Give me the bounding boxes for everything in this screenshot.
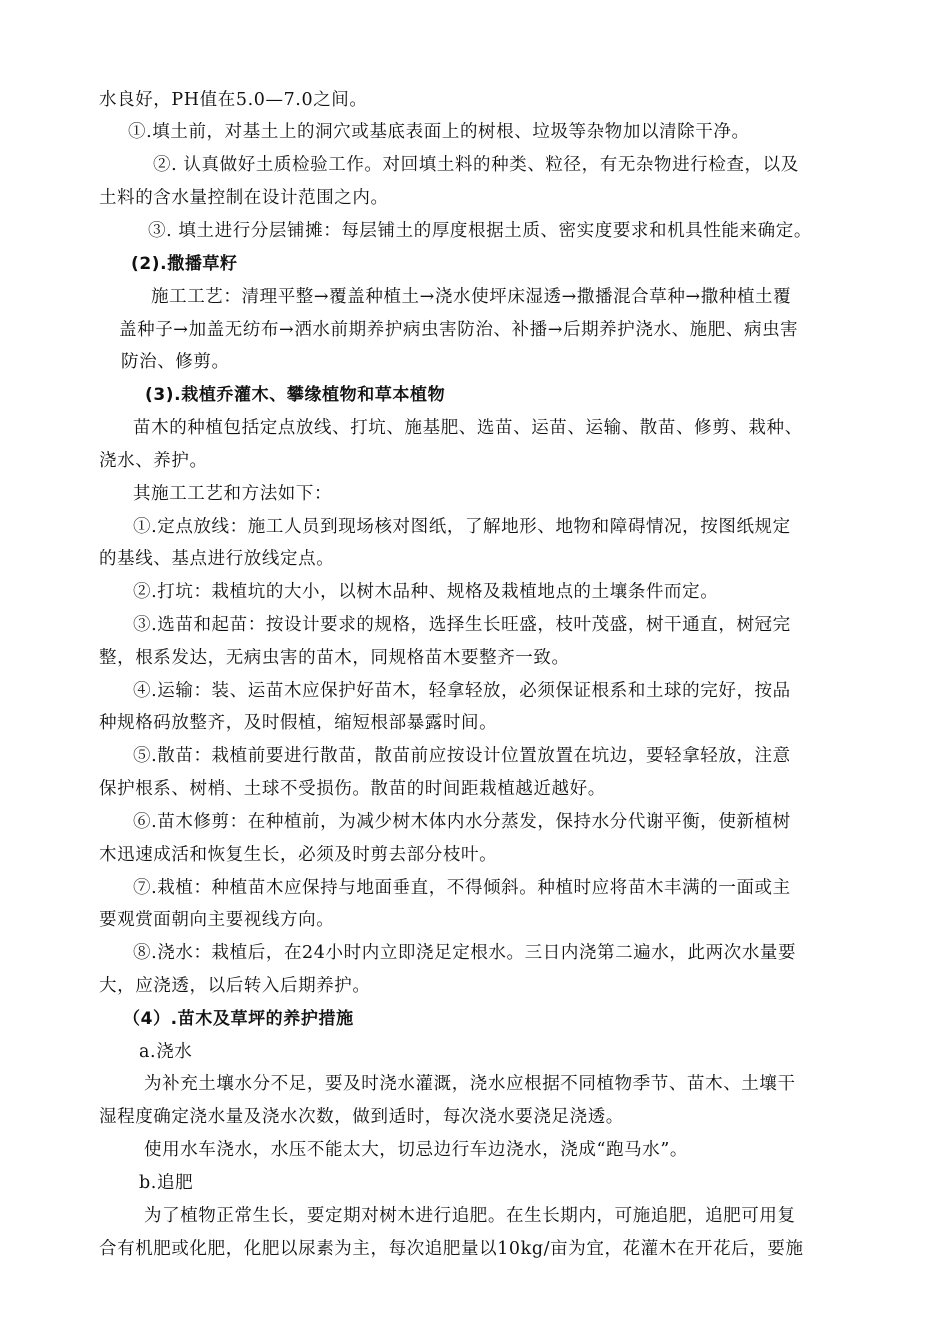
- text-line: 水良好，PH值在5.0—7.0之间。: [99, 90, 368, 110]
- section-heading: (2).撒播草籽: [131, 254, 238, 274]
- text-line: 防治、修剪。: [121, 352, 230, 372]
- text-line: ⑦.栽植：种植苗木应保持与地面垂直，不得倾斜。种植时应将苗木丰满的一面或主: [133, 878, 791, 898]
- text-line: 为补充土壤水分不足，要及时浇水灌溉，浇水应根据不同植物季节、苗木、土壤干: [144, 1074, 796, 1094]
- text-line: ③.选苗和起苗：按设计要求的规格，选择生长旺盛，枝叶茂盛，树干通直，树冠完: [133, 615, 791, 635]
- text-line: ④.运输：装、运苗木应保护好苗木，轻拿轻放，必须保证根系和土球的完好，按品: [133, 681, 791, 701]
- subheading: a.浇水: [139, 1042, 193, 1062]
- subheading: b.追肥: [139, 1173, 194, 1193]
- text-line: 的基线、基点进行放线定点。: [99, 549, 335, 569]
- text-line: ①.填土前，对基土上的洞穴或基底表面上的树根、垃圾等杂物加以清除干净。: [128, 122, 750, 142]
- text-line: 湿程度确定浇水量及浇水次数，做到适时，每次浇水要浇足浇透。: [99, 1107, 624, 1127]
- text-line: 使用水车浇水，水压不能太大，切忌边行车边浇水，浇成“跑马水”。: [144, 1140, 688, 1160]
- text-line: 保护根系、树梢、土球不受损伤。散苗的时间距栽植越近越好。: [99, 779, 606, 799]
- text-line: ⑥.苗木修剪：在种植前，为减少树木体内水分蒸发，保持水分代谢平衡，使新植树: [133, 812, 791, 832]
- section-heading: （4）.苗木及草坪的养护措施: [123, 1009, 354, 1029]
- text-line: 土料的含水量控制在设计范围之内。: [99, 188, 389, 208]
- text-line: ⑤.散苗：栽植前要进行散苗，散苗前应按设计位置放置在坑边，要轻拿轻放，注意: [133, 746, 791, 766]
- text-line: 整，根系发达，无病虫害的苗木，同规格苗木要整齐一致。: [99, 648, 570, 668]
- text-line: 为了植物正常生长，要定期对树木进行追肥。在生长期内，可施追肥，追肥可用复: [144, 1206, 796, 1226]
- text-line: ⑧.浇水：栽植后，在24小时内立即浇足定根水。三日内浇第二遍水，此两次水量要: [133, 943, 797, 963]
- section-heading: (3).栽植乔灌木、攀缘植物和草本植物: [145, 385, 446, 405]
- text-line: 施工工艺：清理平整→覆盖种植土→浇水使坪床湿透→撒播混合草种→撒种植土覆: [151, 287, 792, 307]
- text-line: 要观赏面朝向主要视线方向。: [99, 910, 335, 930]
- text-line: 合有机肥或化肥，化肥以尿素为主，每次追肥量以10kg/亩为宜，花灌木在开花后，要施: [99, 1239, 804, 1259]
- text-line: 木迅速成活和恢复生长，必须及时剪去部分枝叶。: [99, 845, 498, 865]
- text-line: ③. 填土进行分层铺摊：每层铺土的厚度根据土质、密实度要求和机具性能来确定。: [148, 221, 812, 241]
- text-line: 盖种子→加盖无纺布→洒水前期养护病虫害防治、补播→后期养护浇水、施肥、病虫害: [119, 320, 799, 340]
- text-line: 大，应浇透，以后转入后期养护。: [99, 976, 371, 996]
- text-line: ②. 认真做好土质检验工作。对回填土料的种类、粒径，有无杂物进行检查，以及: [153, 155, 799, 175]
- text-line: ②.打坑：栽植坑的大小，以树木品种、规格及栽植地点的土壤条件而定。: [133, 582, 719, 602]
- text-line: 其施工工艺和方法如下：: [133, 484, 333, 504]
- text-line: 苗木的种植包括定点放线、打坑、施基肥、选苗、运苗、运输、散苗、修剪、栽种、: [133, 418, 803, 438]
- text-line: 种规格码放整齐，及时假植，缩短根部暴露时间。: [99, 713, 498, 733]
- text-line: 浇水、养护。: [99, 451, 208, 471]
- text-line: ①.定点放线：施工人员到现场核对图纸，了解地形、地物和障碍情况，按图纸规定: [133, 517, 791, 537]
